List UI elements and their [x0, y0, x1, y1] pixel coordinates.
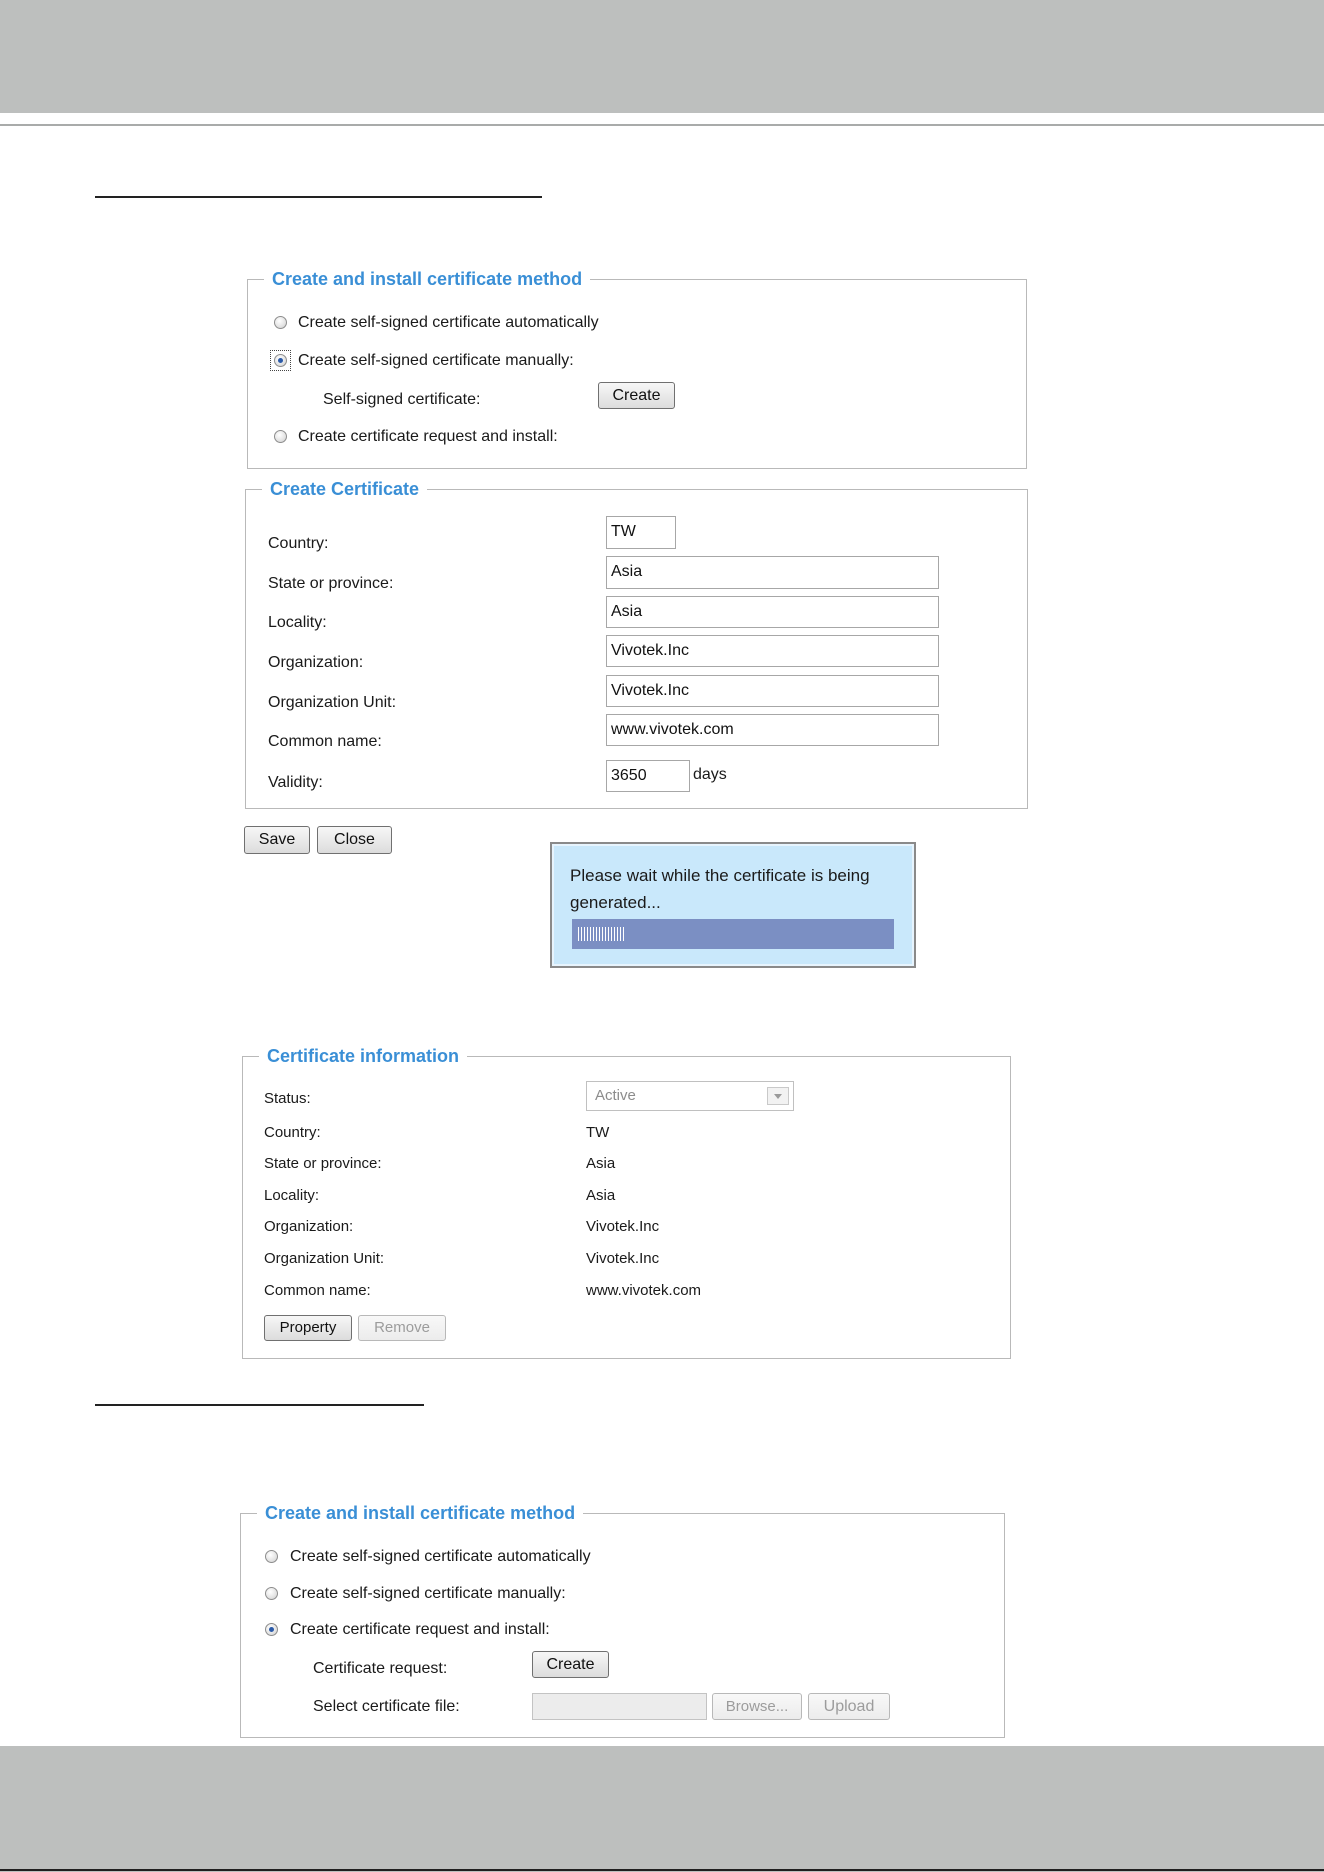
validity-label: Validity: — [268, 774, 323, 791]
info-organization-unit-label: Organization Unit: — [264, 1250, 385, 1267]
info-locality-value: Asia — [586, 1187, 616, 1204]
option-auto-label-2: Create self-signed certificate automatically — [290, 1548, 591, 1565]
organization-input[interactable]: Vivotek.Inc — [606, 635, 939, 667]
status-select[interactable] — [586, 1081, 794, 1111]
radio-cert-request-2[interactable] — [265, 1623, 278, 1636]
option-manual-label-2: Create self-signed certificate manually: — [290, 1585, 566, 1602]
heading-underline-1 — [95, 196, 542, 198]
common-name-label: Common name: — [268, 733, 382, 750]
self-signed-cert-label: Self-signed certificate: — [323, 391, 481, 408]
certificate-information-legend: Certificate information — [259, 1044, 467, 1068]
create-request-button[interactable]: Create — [532, 1651, 609, 1678]
organization-label: Organization: — [268, 654, 364, 671]
option-manual-label: Create self-signed certificate manually: — [298, 352, 574, 369]
certificate-information-panel — [242, 1046, 1011, 1359]
status-select-value: Active — [595, 1087, 636, 1104]
select-file-label: Select certificate file: — [313, 1698, 460, 1715]
footer-band — [0, 1746, 1324, 1872]
method-legend-2: Create and install certificate method — [257, 1501, 583, 1525]
browse-button[interactable]: Browse... — [712, 1693, 802, 1720]
radio-auto-self-signed[interactable] — [274, 316, 287, 329]
cert-request-label: Certificate request: — [313, 1660, 448, 1677]
method-legend-1: Create and install certificate method — [264, 267, 590, 291]
save-button[interactable]: Save — [244, 826, 310, 854]
create-self-signed-button[interactable]: Create — [598, 382, 675, 409]
country-label: Country: — [268, 535, 329, 552]
radio-manual-self-signed-2[interactable] — [265, 1587, 278, 1600]
organization-unit-input[interactable]: Vivotek.Inc — [606, 675, 939, 707]
close-button[interactable]: Close — [317, 826, 392, 854]
method-panel-1 — [247, 269, 1027, 469]
create-certificate-panel — [245, 479, 1028, 809]
progress-message: Please wait while the certificate is being generated... — [570, 866, 870, 912]
info-common-name-label: Common name: — [264, 1282, 371, 1299]
validity-unit: days — [693, 766, 727, 783]
property-button[interactable]: Property — [264, 1315, 352, 1341]
chevron-down-icon — [767, 1087, 789, 1105]
country-input[interactable]: TW — [606, 516, 676, 549]
info-organization-value: Vivotek.Inc — [586, 1218, 660, 1235]
state-input[interactable]: Asia — [606, 556, 939, 589]
info-locality-label: Locality: — [264, 1187, 320, 1204]
locality-input[interactable]: Asia — [606, 596, 939, 628]
upload-button[interactable]: Upload — [808, 1693, 890, 1720]
remove-button[interactable]: Remove — [358, 1315, 446, 1341]
common-name-input[interactable]: www.vivotek.com — [606, 714, 939, 746]
progress-bar-fill — [578, 927, 625, 941]
progress-bar — [572, 919, 894, 949]
info-country-label: Country: — [264, 1124, 321, 1141]
header-band — [0, 0, 1324, 113]
info-common-name-value: www.vivotek.com — [586, 1282, 702, 1299]
organization-unit-label: Organization Unit: — [268, 694, 397, 711]
option-request-label-2: Create certificate request and install: — [290, 1621, 550, 1638]
info-organization-label: Organization: — [264, 1218, 354, 1235]
state-label: State or province: — [268, 575, 394, 592]
validity-input[interactable]: 3650 — [606, 760, 690, 792]
info-state-value: Asia — [586, 1155, 616, 1172]
info-state-label: State or province: — [264, 1155, 382, 1172]
info-country-value: TW — [586, 1124, 610, 1141]
locality-label: Locality: — [268, 614, 327, 631]
info-organization-unit-value: Vivotek.Inc — [586, 1250, 660, 1267]
option-auto-label: Create self-signed certificate automatically — [298, 314, 599, 331]
progress-popup — [550, 842, 916, 968]
heading-underline-2 — [95, 1404, 424, 1406]
status-label: Status: — [264, 1090, 311, 1107]
radio-manual-self-signed[interactable] — [274, 354, 287, 367]
create-certificate-legend: Create Certificate — [262, 477, 427, 501]
certificate-file-input[interactable] — [532, 1693, 707, 1720]
method-panel-2 — [240, 1503, 1005, 1738]
option-request-label: Create certificate request and install: — [298, 428, 558, 445]
header-divider — [0, 124, 1324, 126]
radio-cert-request[interactable] — [274, 430, 287, 443]
radio-auto-self-signed-2[interactable] — [265, 1550, 278, 1563]
footer-divider — [0, 1869, 1324, 1871]
